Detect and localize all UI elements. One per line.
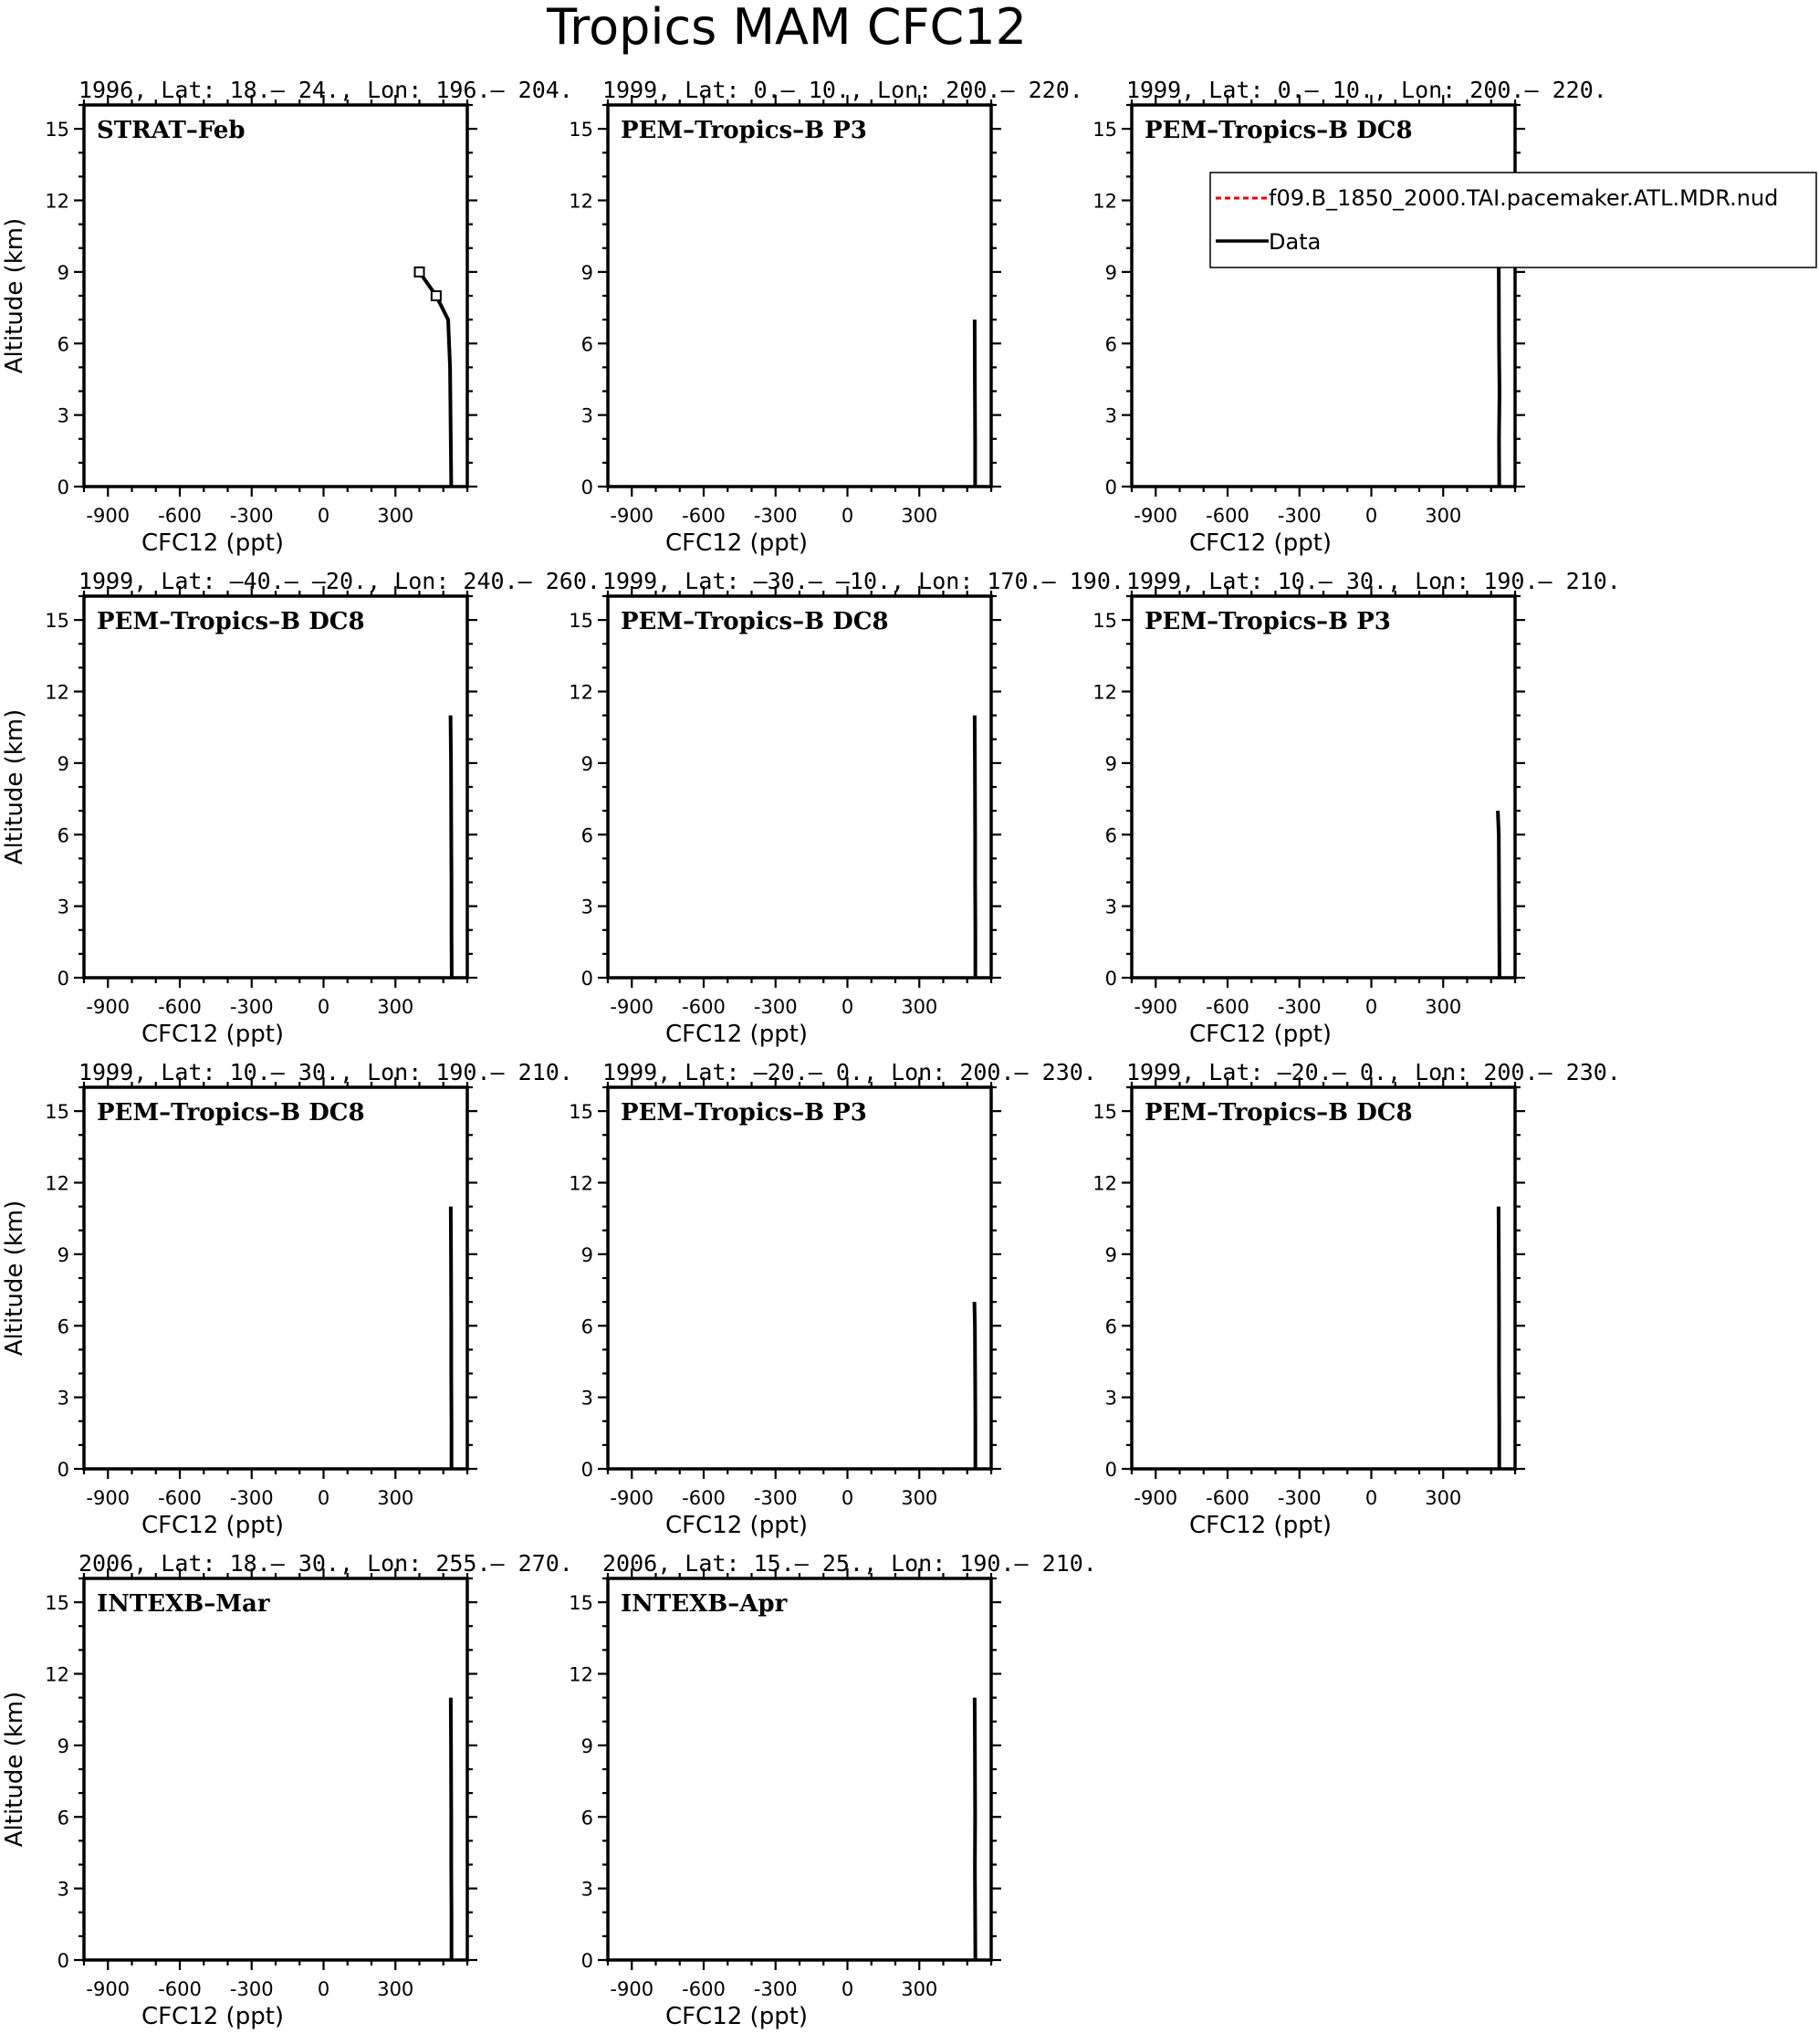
panel-11 (569, 1550, 1097, 2030)
panel-3-ytick-label: 0 (1104, 477, 1117, 498)
panel-6-xtick-label: 300 (1425, 996, 1462, 1018)
panel-5-series-1-line (975, 716, 976, 978)
panel-2-ytick-label: 15 (569, 119, 593, 142)
panel-11-xlabel: CFC12 (ppt) (664, 2003, 809, 2030)
panel-10 (1, 1550, 573, 2030)
panel-10-xtick-label: -600 (158, 1978, 202, 2000)
panel-7-xtick-label: -300 (229, 1487, 274, 1509)
panel-7-xtick-label: -600 (158, 1487, 202, 1509)
panel-10-ytick-label: 12 (45, 1663, 69, 1686)
panel-1-frame (84, 105, 467, 487)
panel-10-ytick-label: 15 (45, 1592, 69, 1615)
panel-8-ytick-label: 15 (569, 1101, 593, 1124)
panel-8-ytick-label: 6 (580, 1315, 593, 1338)
panel-6-xtick-label: -600 (1206, 996, 1249, 1018)
panel-4 (1, 568, 601, 1048)
panel-4-ytick-label: 9 (57, 752, 69, 775)
panel-11-title: 2006, Lat: 15.– 25., Lon: 190.– 210. (602, 1550, 1097, 1577)
panel-11-xtick-label: 300 (901, 1978, 938, 2000)
panel-5-ytick-label: 3 (580, 896, 593, 918)
panel-6-xtick-label: -300 (1277, 996, 1322, 1018)
panel-9-ytick-label: 15 (1092, 1101, 1117, 1124)
panel-1-series-1-line (420, 272, 452, 487)
panel-2-xtick-label: 300 (901, 505, 938, 527)
panel-5-xtick-label: -300 (753, 996, 798, 1018)
panel-11-ytick-label: 15 (569, 1592, 593, 1615)
panel-8-series-1-line (975, 1302, 976, 1469)
panel-10-xlabel: CFC12 (ppt) (141, 2003, 285, 2030)
panel-5-ytick-label: 0 (580, 968, 593, 990)
panel-6-frame (1132, 596, 1515, 978)
panel-8-title: 1999, Lat: –20.– 0., Lon: 200.– 230. (602, 1059, 1097, 1085)
panel-10-ytick-label: 9 (57, 1735, 69, 1757)
panel-3-ytick-label: 6 (1104, 333, 1117, 356)
panel-11-ytick-label: 6 (580, 1807, 593, 1829)
panel-1-ylabel: Altitude (km) (1, 217, 28, 374)
panel-7 (1, 1059, 573, 1539)
panel-7-ytick-label: 15 (45, 1101, 69, 1124)
panel-11-ytick-label: 3 (580, 1878, 593, 1901)
panel-1-ytick-label: 12 (45, 190, 69, 213)
panel-3-frame (1132, 105, 1515, 487)
panel-2-xtick-label: -900 (610, 505, 654, 527)
panel-11-ytick-label: 0 (580, 1950, 593, 1972)
panel-2-xtick-label: -600 (682, 505, 726, 527)
panel-8-frame (608, 1087, 991, 1469)
panel-10-ytick-label: 6 (57, 1807, 69, 1829)
panel-5-xtick-label: 0 (841, 996, 854, 1018)
panel-11-xtick-label: -600 (682, 1978, 726, 2000)
panel-10-ylabel: Altitude (km) (1, 1691, 28, 1848)
panel-3-xtick-label: -900 (1134, 505, 1178, 527)
panel-10-ytick-label: 3 (57, 1878, 69, 1901)
panel-2-ytick-label: 9 (580, 261, 593, 284)
panel-1-ytick-label: 6 (57, 333, 69, 356)
panel-7-xlabel: CFC12 (ppt) (141, 1512, 285, 1539)
panel-2-xtick-label: -300 (753, 505, 798, 527)
panel-2-series-1-line (975, 320, 976, 487)
panel-2-frame (608, 105, 991, 487)
panel-7-frame (84, 1087, 467, 1469)
panel-7-title: 1999, Lat: 10.– 30., Lon: 190.– 210. (78, 1059, 573, 1085)
panel-5-campaign-label: PEM–Tropics–B DC8 (621, 608, 889, 635)
panel-5-xtick-label: 300 (901, 996, 938, 1018)
panel-5-ytick-label: 9 (580, 752, 593, 775)
panel-8-ytick-label: 3 (580, 1387, 593, 1410)
panel-5-ytick-label: 12 (569, 681, 593, 704)
panel-11-xtick-label: -300 (753, 1978, 798, 2000)
legend-label-data: Data (1269, 229, 1322, 255)
panel-4-xtick-label: 300 (377, 996, 414, 1018)
panel-2-ytick-label: 3 (580, 404, 593, 427)
panel-11-campaign-label: INTEXB–Apr (621, 1590, 788, 1618)
panel-4-ytick-label: 15 (45, 610, 69, 633)
panel-6-xtick-label: 0 (1364, 996, 1378, 1018)
panel-3-campaign-label: PEM–Tropics–B DC8 (1145, 117, 1413, 144)
panel-6 (1092, 568, 1621, 1048)
panel-4-xlabel: CFC12 (ppt) (141, 1021, 285, 1048)
panel-8-ytick-label: 0 (580, 1459, 593, 1481)
panel-4-ylabel: Altitude (km) (1, 708, 28, 865)
figure-title: Tropics MAM CFC12 (547, 0, 1027, 56)
panel-2-ytick-label: 6 (580, 333, 593, 356)
panel-4-campaign-label: PEM–Tropics–B DC8 (97, 608, 365, 635)
panel-7-ytick-label: 6 (57, 1315, 69, 1338)
panel-2-title: 1999, Lat: 0.– 10., Lon: 200.– 220. (602, 77, 1083, 103)
panel-9-xtick-label: 0 (1364, 1487, 1378, 1509)
panel-5-xlabel: CFC12 (ppt) (664, 1021, 809, 1048)
panel-9-xtick-label: -600 (1206, 1487, 1249, 1509)
panel-11-xtick-label: 0 (841, 1978, 854, 2000)
panel-9-campaign-label: PEM–Tropics–B DC8 (1145, 1099, 1413, 1127)
panel-5-ytick-label: 15 (569, 610, 593, 633)
panel-1-xtick-label: 0 (317, 505, 330, 527)
panel-5-title: 1999, Lat: –30.– –10., Lon: 170.– 190. (602, 568, 1124, 594)
panel-1-ytick-label: 3 (57, 404, 69, 427)
panel-3-ytick-label: 15 (1092, 119, 1117, 142)
panel-1 (1, 77, 573, 557)
panel-6-title: 1999, Lat: 10.– 30., Lon: 190.– 210. (1126, 568, 1621, 594)
panel-3-xtick-label: -300 (1277, 505, 1322, 527)
panel-9-ytick-label: 9 (1104, 1243, 1117, 1266)
panel-4-xtick-label: -300 (229, 996, 274, 1018)
panel-6-ytick-label: 15 (1092, 610, 1117, 633)
panel-5-xtick-label: -900 (610, 996, 654, 1018)
panel-8 (569, 1059, 1097, 1539)
panel-5-frame (608, 596, 991, 978)
panel-9-title: 1999, Lat: –20.– 0., Lon: 200.– 230. (1126, 1059, 1621, 1085)
panel-7-xtick-label: 300 (377, 1487, 414, 1509)
panel-1-ytick-label: 15 (45, 119, 69, 142)
panel-3-xtick-label: 300 (1425, 505, 1462, 527)
panel-3-xtick-label: -600 (1206, 505, 1249, 527)
panel-2-ytick-label: 12 (569, 190, 593, 213)
panel-11-xtick-label: -900 (610, 1978, 654, 2000)
panel-6-xtick-label: -900 (1134, 996, 1178, 1018)
panel-7-ytick-label: 0 (57, 1459, 69, 1481)
panel-7-xtick-label: -900 (86, 1487, 131, 1509)
panel-3-xlabel: CFC12 (ppt) (1188, 529, 1333, 557)
panel-11-frame (608, 1578, 991, 1960)
panel-6-ytick-label: 0 (1104, 968, 1117, 990)
panel-10-xtick-label: -900 (86, 1978, 131, 2000)
panel-6-ytick-label: 9 (1104, 752, 1117, 775)
panel-6-campaign-label: PEM–Tropics–B P3 (1145, 608, 1391, 635)
panel-1-title: 1996, Lat: 18.– 24., Lon: 196.– 204. (78, 77, 573, 103)
panel-9-xlabel: CFC12 (ppt) (1188, 1512, 1333, 1539)
panel-4-frame (84, 596, 467, 978)
panel-3 (1092, 77, 1607, 557)
panel-9-xtick-label: -300 (1277, 1487, 1322, 1509)
panel-2-ytick-label: 0 (580, 477, 593, 498)
panel-3-xtick-label: 0 (1364, 505, 1378, 527)
panel-8-ytick-label: 9 (580, 1243, 593, 1266)
panel-4-ytick-label: 0 (57, 968, 69, 990)
panel-7-ytick-label: 9 (57, 1243, 69, 1266)
panel-5-xtick-label: -600 (682, 996, 726, 1018)
legend (1210, 173, 1816, 267)
panel-9 (1092, 1059, 1621, 1539)
panel-3-ytick-label: 12 (1092, 190, 1117, 213)
panel-5 (569, 568, 1124, 1048)
panel-10-xtick-label: 0 (317, 1978, 330, 2000)
panel-7-series-1-line (451, 1207, 452, 1469)
panel-11-ytick-label: 12 (569, 1663, 593, 1686)
panel-3-ytick-label: 9 (1104, 261, 1117, 284)
panel-4-title: 1999, Lat: –40.– –20., Lon: 240.– 260. (78, 568, 601, 594)
panel-2 (569, 77, 1083, 557)
panel-4-ytick-label: 12 (45, 681, 69, 704)
panel-10-frame (84, 1578, 467, 1960)
panel-6-ytick-label: 6 (1104, 824, 1117, 847)
panel-1-xtick-label: 300 (377, 505, 414, 527)
panel-9-series-1-line (1499, 1207, 1500, 1469)
panel-4-xtick-label: 0 (317, 996, 330, 1018)
panel-4-xtick-label: -900 (86, 996, 131, 1018)
panel-8-xtick-label: -600 (682, 1487, 726, 1509)
panel-1-data-point (432, 291, 441, 300)
legend-label-model: f09.B_1850_2000.TAI.pacemaker.ATL.MDR.nud (1269, 185, 1779, 211)
panel-1-campaign-label: STRAT–Feb (97, 117, 246, 144)
panel-9-ytick-label: 12 (1092, 1172, 1117, 1195)
panel-5-ytick-label: 6 (580, 824, 593, 847)
panel-1-xtick-label: -600 (158, 505, 202, 527)
panel-2-xlabel: CFC12 (ppt) (664, 529, 809, 557)
panel-1-xtick-label: -900 (86, 505, 131, 527)
panel-7-campaign-label: PEM–Tropics–B DC8 (97, 1099, 365, 1127)
panel-3-title: 1999, Lat: 0.– 10., Lon: 200.– 220. (1126, 77, 1607, 103)
panel-8-xtick-label: -900 (610, 1487, 654, 1509)
panel-4-ytick-label: 6 (57, 824, 69, 847)
panel-7-ylabel: Altitude (km) (1, 1200, 28, 1357)
panel-4-xtick-label: -600 (158, 996, 202, 1018)
panel-10-xtick-label: 300 (377, 1978, 414, 2000)
panel-7-xtick-label: 0 (317, 1487, 330, 1509)
panel-10-xtick-label: -300 (229, 1978, 274, 2000)
panel-10-campaign-label: INTEXB–Mar (97, 1590, 270, 1618)
panel-1-ytick-label: 0 (57, 477, 69, 498)
panel-9-frame (1132, 1087, 1515, 1469)
panel-11-series-1-line (975, 1698, 976, 1960)
panel-9-ytick-label: 0 (1104, 1459, 1117, 1481)
panel-8-xtick-label: 300 (901, 1487, 938, 1509)
panel-2-xtick-label: 0 (841, 505, 854, 527)
panel-4-ytick-label: 3 (57, 896, 69, 918)
panel-8-xtick-label: -300 (753, 1487, 798, 1509)
panel-6-series-1-line (1498, 811, 1500, 978)
panel-11-ytick-label: 9 (580, 1735, 593, 1757)
panel-7-ytick-label: 12 (45, 1172, 69, 1195)
panel-6-xlabel: CFC12 (ppt) (1188, 1021, 1333, 1048)
panel-9-xtick-label: -900 (1134, 1487, 1178, 1509)
panel-7-ytick-label: 3 (57, 1387, 69, 1410)
panel-9-ytick-label: 3 (1104, 1387, 1117, 1410)
panel-1-data-point (415, 267, 424, 277)
panel-1-ytick-label: 9 (57, 261, 69, 284)
panel-1-xlabel: CFC12 (ppt) (141, 529, 285, 557)
panel-8-xlabel: CFC12 (ppt) (664, 1512, 809, 1539)
panel-6-ytick-label: 12 (1092, 681, 1117, 704)
panel-6-ytick-label: 3 (1104, 896, 1117, 918)
panel-8-ytick-label: 12 (569, 1172, 593, 1195)
panel-8-campaign-label: PEM–Tropics–B P3 (621, 1099, 867, 1127)
panel-4-series-1-line (451, 716, 452, 978)
panel-10-series-1-line (451, 1698, 452, 1960)
panel-3-ytick-label: 3 (1104, 404, 1117, 427)
panel-2-campaign-label: PEM–Tropics–B P3 (621, 117, 867, 144)
panel-9-xtick-label: 300 (1425, 1487, 1462, 1509)
panel-10-title: 2006, Lat: 18.– 30., Lon: 255.– 270. (78, 1550, 573, 1577)
panel-9-ytick-label: 6 (1104, 1315, 1117, 1338)
panel-1-xtick-label: -300 (229, 505, 274, 527)
panel-8-xtick-label: 0 (841, 1487, 854, 1509)
panel-10-ytick-label: 0 (57, 1950, 69, 1972)
